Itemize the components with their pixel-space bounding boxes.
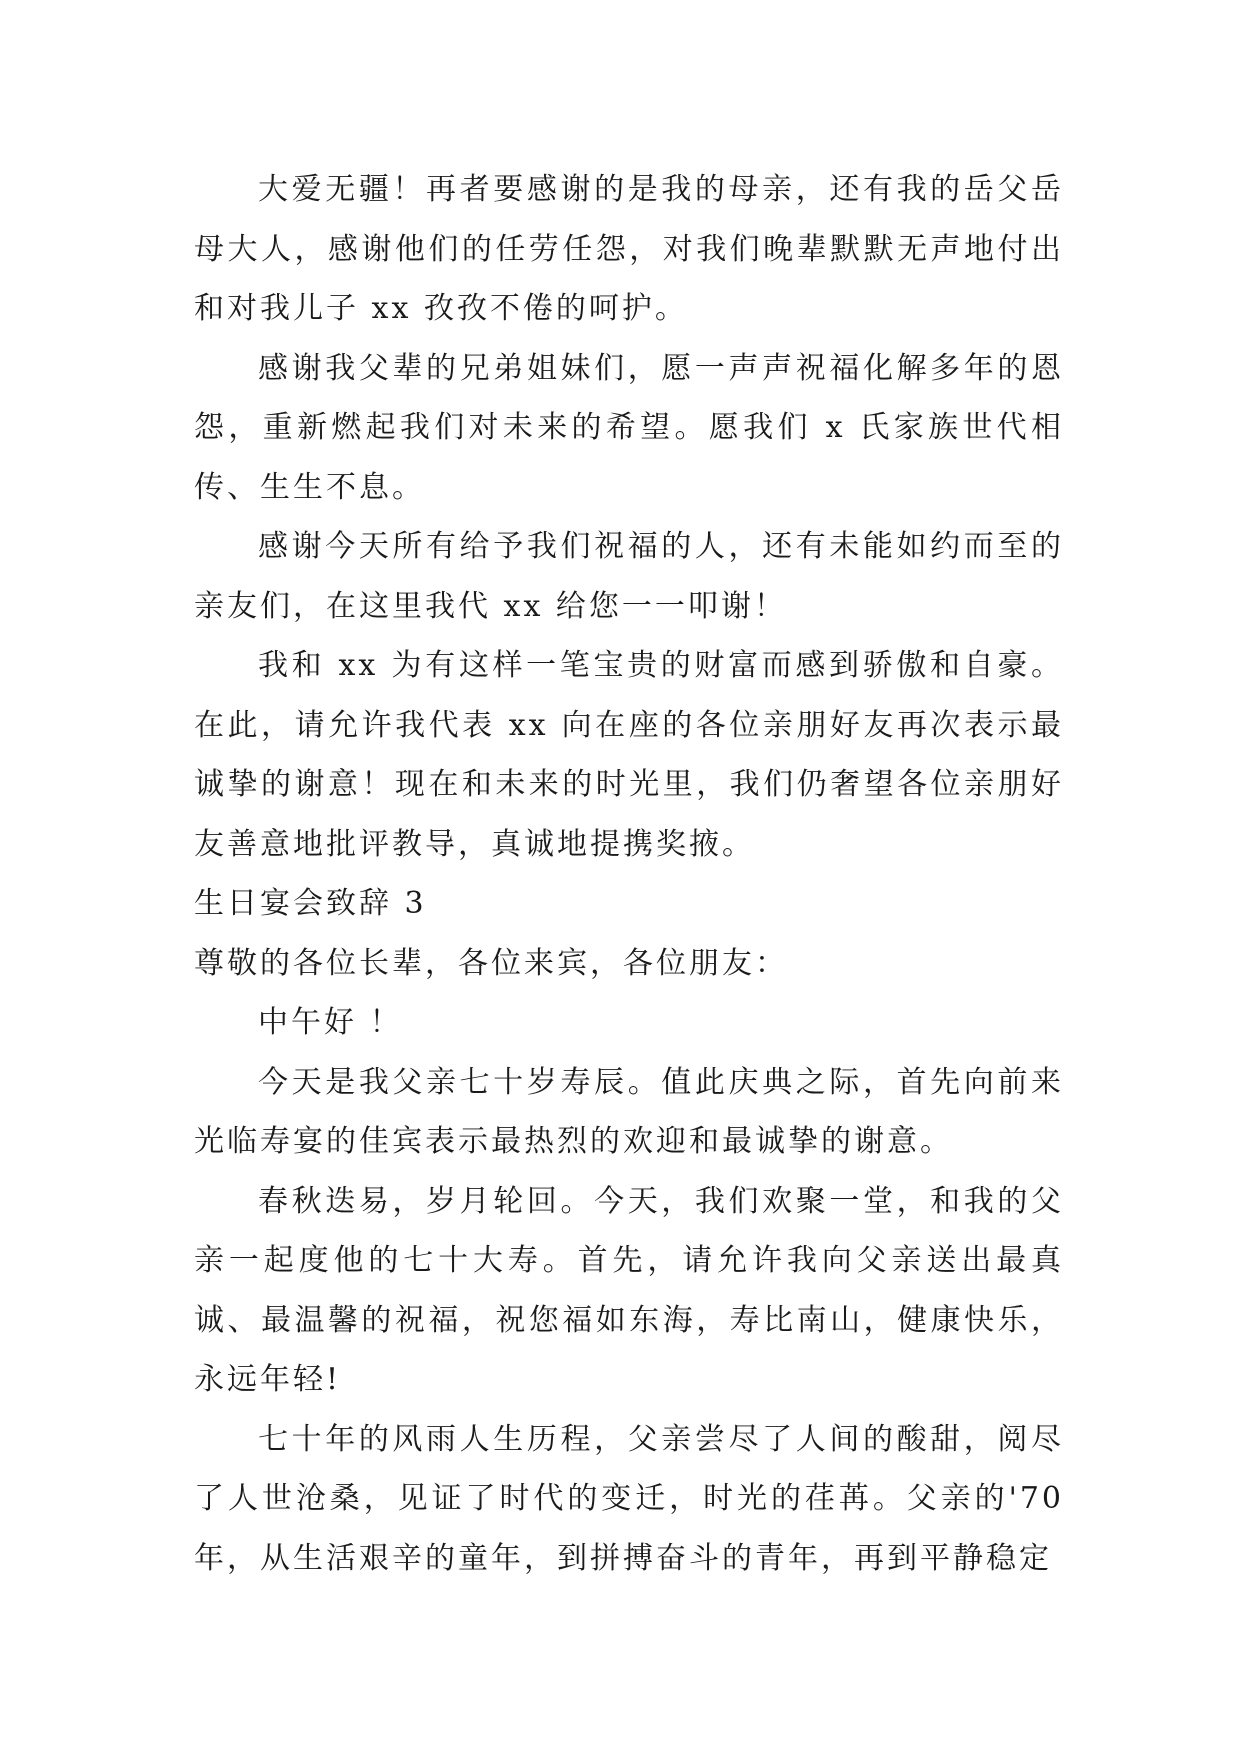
paragraph-4: 我和 xx 为有这样一笔宝贵的财富而感到骄傲和自豪。在此，请允许我代表 xx 向在座的各位亲朋好友再次表示最诚挚的谢意！现在和未来的时光里，我们仍奢望各位亲朋好友善意地批评教导，真诚地提携奖掖。 — [194, 648, 1064, 862]
greeting: 中午好 ！ — [258, 1005, 403, 1040]
document-body — [194, 160, 1064, 1588]
speech-paragraph-3: 七十年的风雨人生历程，父亲尝尽了人间的酸甜，阅尽了人世沧桑，见证了时代的变迁，时光的荏苒。父亲的'70年，从生活艰辛的童年，到拼搏奋斗的青年，再到平静稳定 — [194, 1421, 1064, 1576]
paragraph-2: 感谢我父辈的兄弟姐妹们，愿一声声祝福化解多年的恩怨，重新燃起我们对未来的希望。愿我们 x 氏家族世代相传、生生不息。 — [194, 350, 1064, 505]
salutation: 尊敬的各位长辈，各位来宾，各位朋友： — [194, 945, 788, 981]
paragraph-3: 感谢今天所有给予我们祝福的人，还有未能如约而至的亲友们，在这里我代 xx 给您一一叩谢！ — [194, 529, 1064, 624]
speech-paragraph-1: 今天是我父亲七十岁寿辰。值此庆典之际，首先向前来光临寿宴的佳宾表示最热烈的欢迎和最诚挚的谢意。 — [194, 1064, 1064, 1159]
speech-paragraph-2: 春秋迭易，岁月轮回。今天，我们欢聚一堂，和我的父亲一起度他的七十大寿。首先，请允许我向父亲送出最真诚、最温馨的祝福，祝您福如东海，寿比南山，健康快乐，永远年轻! — [194, 1183, 1064, 1397]
section-title: 生日宴会致辞 3 — [194, 886, 427, 921]
paragraph-1: 大爱无疆！再者要感谢的是我的母亲，还有我的岳父岳母大人，感谢他们的任劳任怨，对我们晚辈默默无声地付出和对我儿子 xx 孜孜不倦的呵护。 — [194, 172, 1064, 326]
